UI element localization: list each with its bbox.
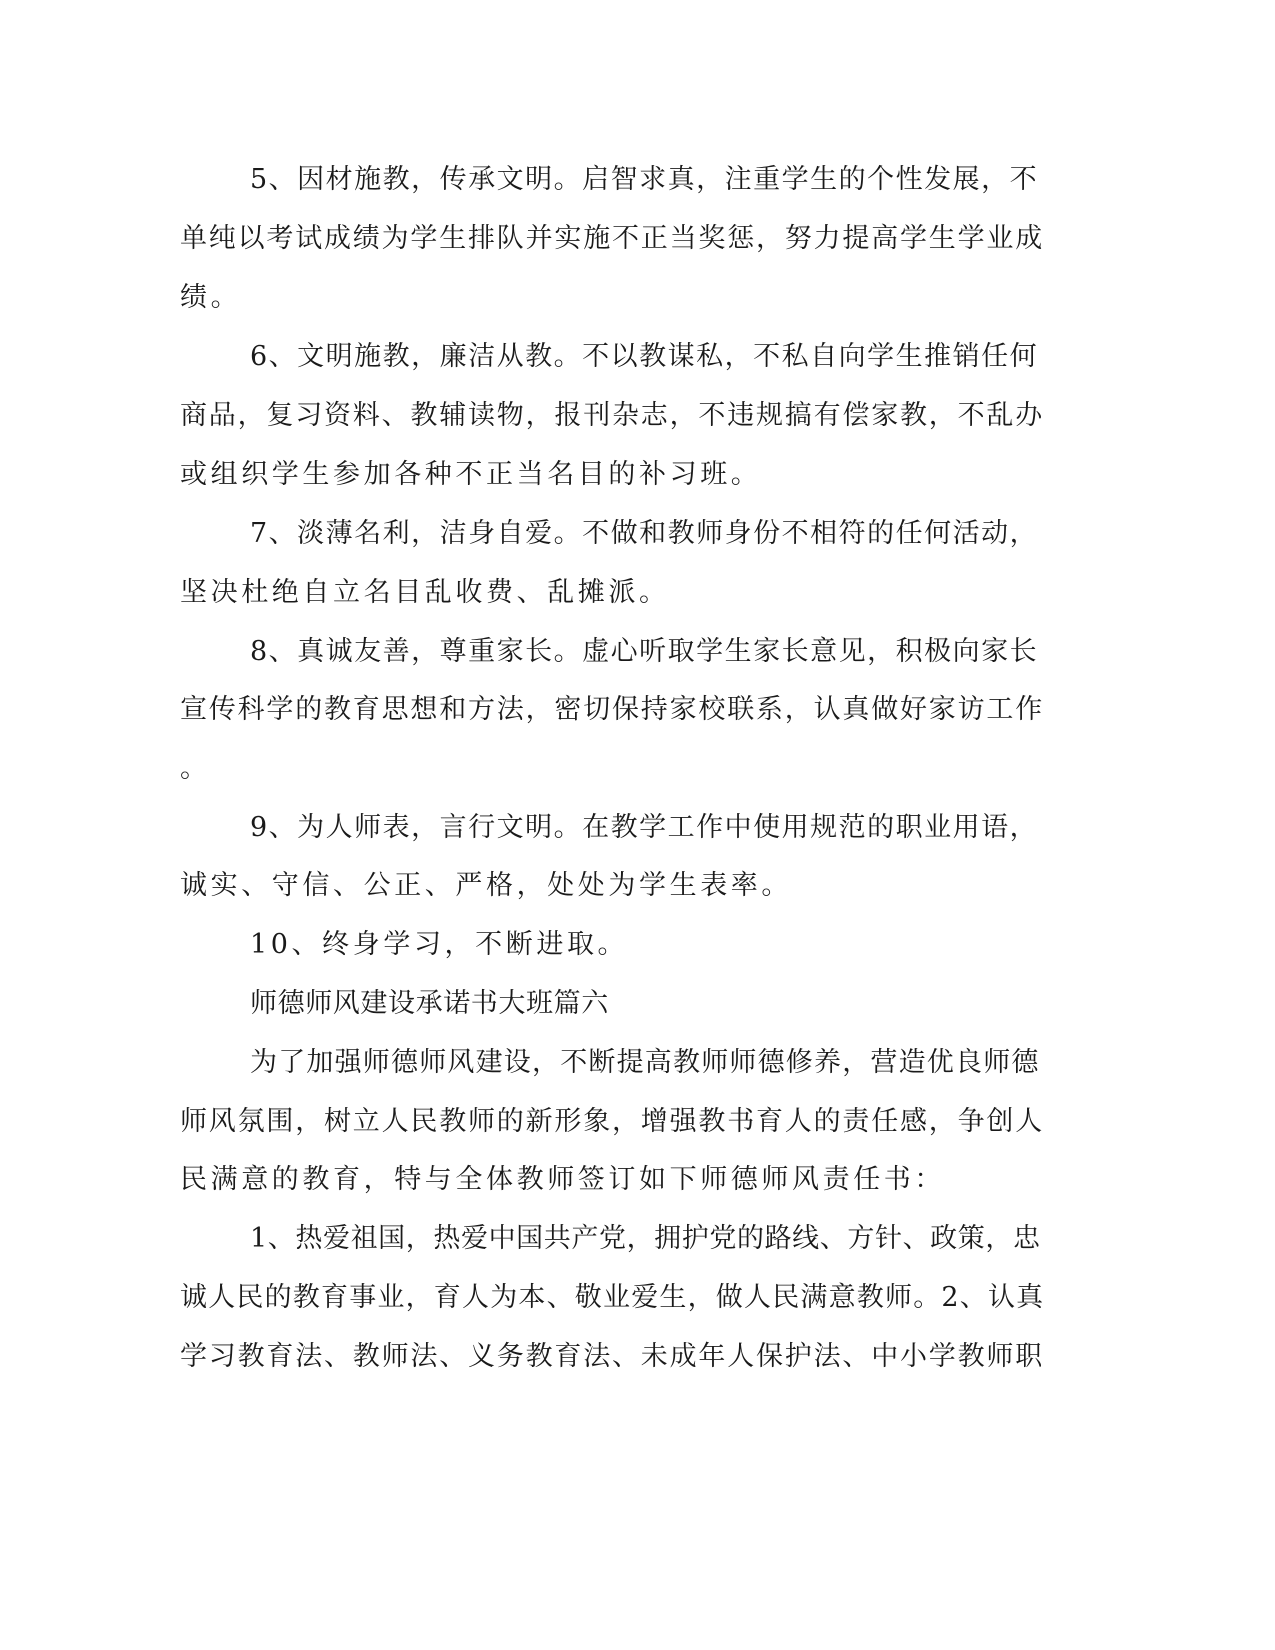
section-heading: 师德师风建设承诺书大班篇六 — [250, 988, 609, 1019]
paragraph-line: 9、为人师表，言行文明。在教学工作中使用规范的职业用语， — [250, 812, 1039, 843]
paragraph-line: 7、淡薄名利，洁身自爱。不做和教师身份不相符的任何活动， — [250, 518, 1039, 549]
paragraph-line: 绩。 — [180, 282, 242, 313]
paragraph-line: 单纯以考试成绩为学生排队并实施不正当奖惩，努力提高学生学业成 — [180, 223, 1044, 254]
paragraph-line: 。 — [180, 753, 211, 784]
paragraph-line: 5、因材施教，传承文明。启智求真，注重学生的个性发展，不 — [250, 164, 1039, 195]
paragraph-line: 6、文明施教，廉洁从教。不以教谋私，不私自向学生推销任何 — [250, 341, 1039, 372]
paragraph-line: 或组织学生参加各种不正当名目的补习班。 — [180, 459, 762, 490]
paragraph-line: 10、终身学习，不断进取。 — [250, 929, 629, 960]
paragraph-line: 师风氛围，树立人民教师的新形象，增强教书育人的责任感，争创人 — [180, 1106, 1044, 1137]
paragraph-line: 1、热爱祖国，热爱中国共产党，拥护党的路线、方针、政策，忠 — [250, 1223, 1041, 1254]
paragraph-line: 8、真诚友善，尊重家长。虚心听取学生家长意见，积极向家长 — [250, 636, 1039, 667]
paragraph-line: 宣传科学的教育思想和方法，密切保持家校联系，认真做好家访工作 — [180, 694, 1044, 725]
paragraph-line: 学习教育法、教师法、义务教育法、未成年人保护法、中小学教师职 — [180, 1341, 1044, 1372]
paragraph-line: 商品，复习资料、教辅读物，报刊杂志，不违规搞有偿家教，不乱办 — [180, 400, 1044, 431]
paragraph-line: 为了加强师德师风建设，不断提高教师师德修养，营造优良师德 — [250, 1047, 1040, 1078]
paragraph-line: 民满意的教育，特与全体教师签订如下师德师风责任书： — [180, 1164, 945, 1195]
paragraph-line: 诚实、守信、公正、严格，处处为学生表率。 — [180, 870, 792, 901]
paragraph-line: 诚人民的教育事业，育人为本、敬业爱生，做人民满意教师。2、认真 — [180, 1282, 1045, 1313]
paragraph-line: 坚决杜绝自立名目乱收费、乱摊派。 — [180, 577, 670, 608]
